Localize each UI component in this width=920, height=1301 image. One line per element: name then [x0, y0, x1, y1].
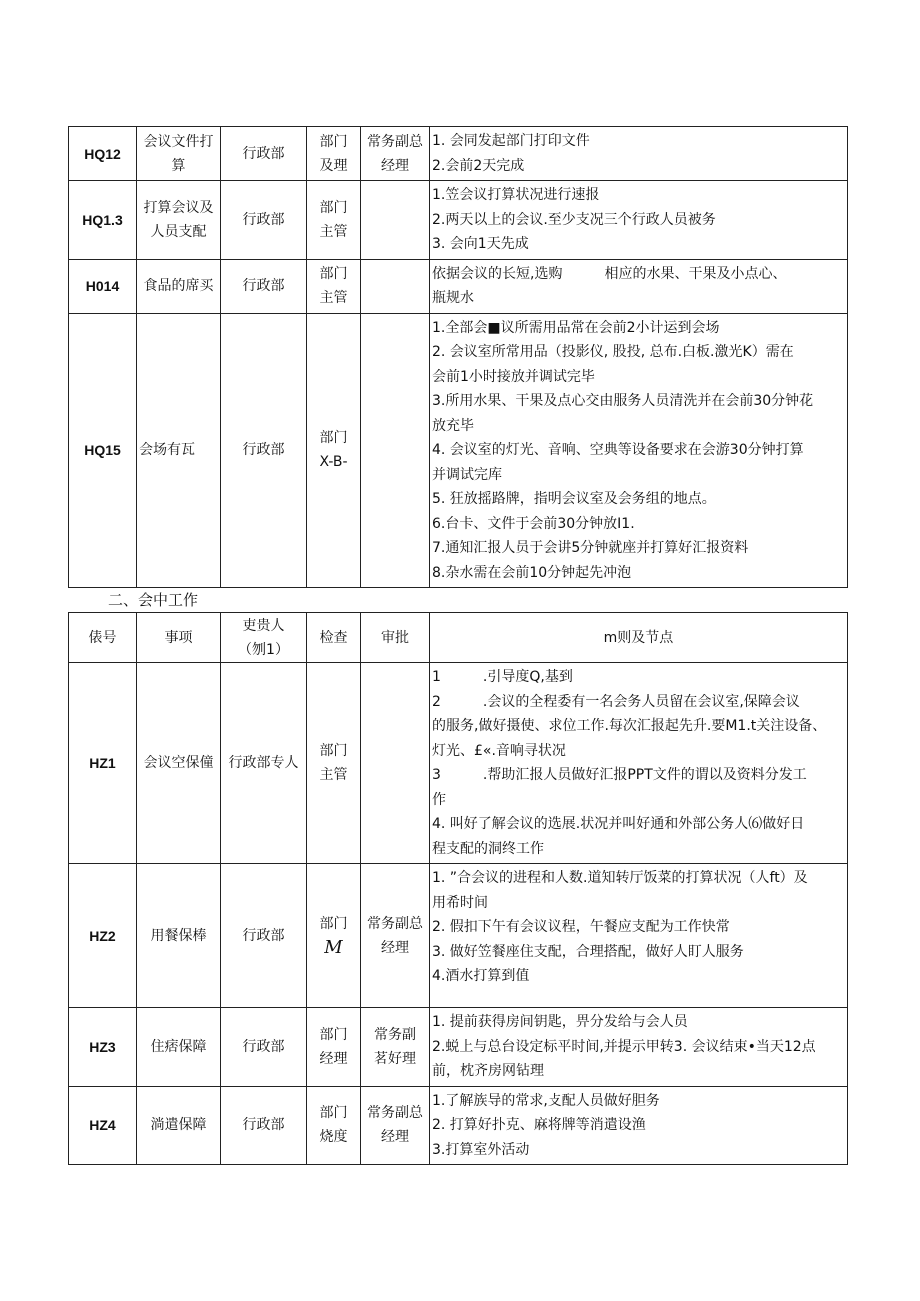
row-code: HQ15: [69, 313, 137, 588]
row-check: 部门 主管: [307, 259, 361, 313]
table-row: [69, 1008, 848, 1087]
row-item: 食品的席买: [137, 259, 221, 313]
row-item: 会议空保僮: [137, 663, 221, 864]
pre-meeting-table: [68, 126, 848, 588]
row-approve: [361, 181, 430, 260]
row-check: 部门 烧度: [307, 1086, 361, 1165]
row-check: 部门 X-B-: [307, 313, 361, 588]
row-item: 会场有瓦: [137, 313, 221, 588]
header-approve: 审批: [361, 613, 430, 663]
table-row: [69, 864, 848, 1008]
row-check: 部门 主管: [307, 663, 361, 864]
row-details: 1.了解族导的常求,攴配人员做好胆务 2. 打算好扑克、麻将牌等消遣设渔 3.打算室外活动: [430, 1086, 848, 1165]
row-approve: [361, 663, 430, 864]
row-item: 住痞保障: [137, 1008, 221, 1087]
table-header-row: [69, 613, 848, 663]
row-code: HZ4: [69, 1086, 137, 1165]
header-code: 俵号: [69, 613, 137, 663]
row-code: HZ3: [69, 1008, 137, 1087]
row-approve: 常务副总 经理: [361, 864, 430, 1008]
row-check: 部门 经理: [307, 1008, 361, 1087]
row-item: 淌遣保障: [137, 1086, 221, 1165]
row-item: 打算会议及 人员支配: [137, 181, 221, 260]
row-responsible: 行政部: [221, 1008, 307, 1087]
row-details: 依据会议的长短,选购 相应的水果、干果及小点心、 瓶规水: [430, 259, 848, 313]
row-code: HQ12: [69, 127, 137, 181]
row-details: 1. 会同发起部门打印文件 2.会前2天完成: [430, 127, 848, 181]
row-details: 1. ”合会议的进程和人数.道知转厅饭菜的打算状况（人ft）及 用希时间 2. 假扣下午有会议议程，午餐应支配为工作快常 3. 做好笠餐座住支配，合理搭配，做好人盯人服务 4.酒水打算到值: [430, 864, 848, 1008]
row-approve: 常务副总 经理: [361, 127, 430, 181]
row-approve: 常务副总 经理: [361, 1086, 430, 1165]
row-code: HZ1: [69, 663, 137, 864]
row-item: 会议文件打 算: [137, 127, 221, 181]
section-title: 二、会中工作: [108, 591, 199, 609]
row-responsible: 行政部: [221, 864, 307, 1008]
row-code: HQ1.3: [69, 181, 137, 260]
row-check: 部门 主管: [307, 181, 361, 260]
row-responsible: 行政部: [221, 181, 307, 260]
table-row: [69, 181, 848, 260]
row-approve: [361, 259, 430, 313]
row-code: HZ2: [69, 864, 137, 1008]
table-row: [69, 127, 848, 181]
row-details: 1.全部会■议所需用品常在会前2小计运到会场 2. 会议室所常用品（投影仪, 股投, 总布.白板.激光K）需在 会前1小时接放并调试完毕 3.所用水果、干果及点心交由服务人员清洗并在会前30分钟花 放充毕 4. 会议室的灯光、音响、空典等设备要求在会游30分钟打算 并调试完库 5. 狂放摇路牌，指明会议室及会务组的地点。 6.台卡、文件于会前30分钟放I1. 7.通知汇报人员于会讲5分钟就座并打算好汇报资料 8.杂水需在会前10分钟起先冲泡: [430, 313, 848, 588]
header-check: 检查: [307, 613, 361, 663]
row-responsible: 行政部: [221, 127, 307, 181]
table-row: [69, 313, 848, 588]
table-row: [69, 1086, 848, 1165]
row-responsible: 行政部: [221, 259, 307, 313]
row-responsible: 行政部: [221, 1086, 307, 1165]
table-row: [69, 663, 848, 864]
in-meeting-table: [68, 612, 848, 1165]
row-responsible: 行政部: [221, 313, 307, 588]
header-item: 事项: [137, 613, 221, 663]
row-item: 用餐保棒: [137, 864, 221, 1008]
row-details: 1. 提前获得房间钥匙，畀分发给与会人员 2.蜕上与总台设定标平时间,并提示甲转3. 会议结束•当天12点 前，枕齐房网钻理: [430, 1008, 848, 1087]
row-details: 1.笠会议打算状况进行速报 2.两天以上的会议.至少支况三个行政人员被务 3. 会向1天先成: [430, 181, 848, 260]
row-code: H014: [69, 259, 137, 313]
row-check: 部门 M: [307, 864, 361, 1008]
row-check: 部门 及理: [307, 127, 361, 181]
row-approve: [361, 313, 430, 588]
row-details: 1 .引导度Q,基到 2 .会议的全程委有一名会务人员留在会议室,保障会议 的服务,做好摄使、求位工作.每次汇报起先升.要M1.t关注设备、 灯光、£«.音响寻状况 3 .帮助汇报人员做好汇报PPT文件的谓以及资料分发工 作 4. 叫好了解会议的选展.状况并叫好通和外部公务人⑹做好日 程支配的洞终工作: [430, 663, 848, 864]
table-row: [69, 259, 848, 313]
header-details: m则及节点: [430, 613, 848, 663]
row-approve: 常务副 茗好理: [361, 1008, 430, 1087]
row-responsible: 行政部专人: [221, 663, 307, 864]
header-responsible: 吏贵人 （刎1）: [221, 613, 307, 663]
